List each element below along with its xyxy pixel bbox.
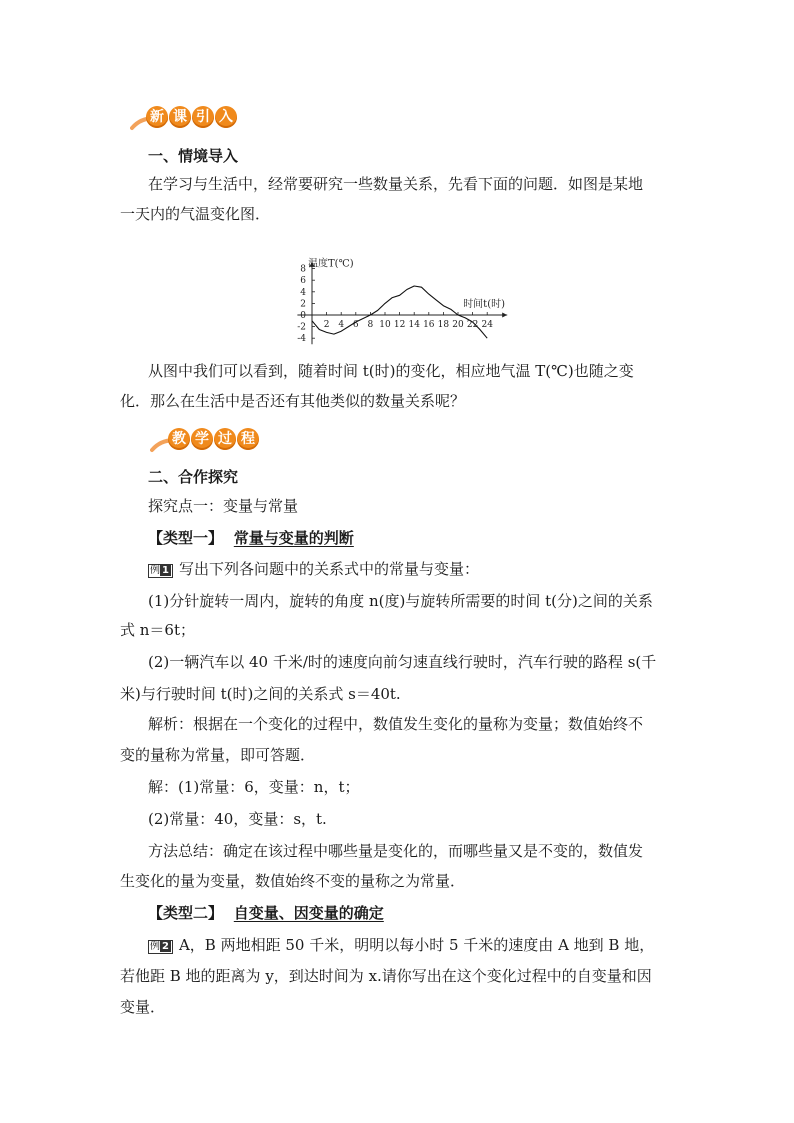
paragraph-line: 化．那么在生活中是否还有其他类似的数量关系呢？ [120, 392, 466, 410]
x-tick-label: 12 [393, 320, 406, 330]
question-line: 米)与行驶时间 t(时)之间的关系式 s＝40t. [120, 685, 401, 703]
example-line: 若他距 B 地的距离为 y，到达时间为 x.请你写出在这个变化过程中的自变量和因 [120, 967, 652, 985]
temperature-chart [286, 232, 556, 346]
example-badge [148, 940, 173, 954]
x-tick-label: 2 [323, 320, 330, 330]
x-axis-arrow-icon [502, 313, 507, 318]
x-tick-label: 8 [367, 320, 374, 330]
question-line: 式 n＝6t； [120, 621, 196, 639]
example-badge-prefix: 例 [150, 565, 160, 576]
paragraph-line: 一天内的气温变化图． [120, 205, 271, 223]
y-tick-label: 6 [300, 276, 306, 287]
banner-new-lesson [130, 106, 240, 132]
x-tick-label: 20 [452, 320, 464, 330]
example-stem-text: 写出下列各问题中的关系式中的常量与变量： [178, 560, 479, 578]
banner-char: 程 [237, 428, 259, 450]
type-label: 【类型二】 [148, 904, 224, 922]
question-line: (1)分针旋转一周内，旋转的角度 n(度)与旋转所需要的时间 t(分)之间的关系 [148, 592, 653, 610]
y-tick-label: -2 [297, 322, 306, 333]
solution-line: 解：(1)常量：6，变量：n，t； [148, 778, 360, 796]
question-line: (2)一辆汽车以 40 千米/时的速度向前匀速直线行驶时，汽车行驶的路程 s(千 [148, 653, 657, 671]
y-tick-label: 0 [300, 311, 306, 321]
y-axis-label: 温度T(℃) [308, 258, 354, 270]
paragraph-line: 在学习与生活中，经常要研究一些数量关系，先看下面的问题．如图是某地 [148, 175, 644, 193]
example-text: A，B 两地相距 50 千米，明明以每小时 5 千米的速度由 A 地到 B 地， [178, 936, 655, 954]
x-tick-label: 4 [338, 320, 345, 330]
example-badge-number: 1 [162, 565, 169, 576]
banner-char: 新 [146, 106, 168, 128]
summary-line: 生变化的量为变量，数值始终不变的量称之为常量． [120, 872, 466, 890]
banner-char: 引 [192, 106, 214, 128]
y-tick-label: 8 [300, 264, 306, 275]
y-tick-label: -4 [297, 334, 306, 345]
summary-line: 方法总结：确定在该过程中哪些量是变化的，而哪些量又是不变的，数值发 [148, 842, 644, 860]
analysis-line: 变的量称为常量，即可答题． [120, 746, 316, 764]
banner-char: 教 [168, 428, 190, 450]
section-heading: 二、合作探究 [148, 468, 239, 486]
example-badge-number: 2 [162, 941, 169, 952]
banner-char: 学 [191, 428, 213, 450]
type-label: 【类型一】 [148, 529, 224, 547]
type-heading [148, 902, 384, 924]
type-heading [148, 527, 354, 549]
type-title: 常量与变量的判断 [233, 529, 354, 547]
example-stem [148, 934, 654, 956]
x-axis-label: 时间t(时) [463, 299, 506, 310]
banner-char: 入 [215, 106, 237, 128]
banner-char: 课 [169, 106, 191, 128]
x-tick-label: 24 [481, 320, 493, 330]
paragraph-line: 从图中我们可以看到，随着时间 t(时)的变化，相应地气温 T(℃)也随之变 [148, 362, 634, 380]
analysis-line: 解析：根据在一个变化的过程中，数值发生变化的量称为变量；数值始终不 [148, 715, 644, 733]
x-tick-label: 6 [352, 320, 359, 330]
example-badge-prefix: 例 [150, 941, 160, 952]
x-tick-label: 10 [379, 320, 391, 330]
banner-char: 过 [214, 428, 236, 450]
solution-line: (2)常量：40，变量：s，t. [148, 810, 327, 828]
y-tick-label: 4 [300, 287, 306, 298]
x-tick-label: 16 [423, 320, 435, 330]
example-stem [148, 558, 479, 580]
type-title: 自变量、因变量的确定 [233, 904, 384, 922]
banner-teaching-process [150, 428, 260, 454]
section-heading: 一、情境导入 [148, 147, 239, 165]
x-tick-label: 22 [466, 320, 479, 330]
exploration-point: 探究点一：变量与常量 [148, 497, 299, 515]
example-line: 变量． [120, 998, 166, 1016]
x-tick-label: 18 [437, 320, 450, 330]
x-tick-label: 14 [408, 320, 420, 330]
example-badge [148, 564, 173, 578]
y-tick-label: 2 [300, 299, 306, 310]
